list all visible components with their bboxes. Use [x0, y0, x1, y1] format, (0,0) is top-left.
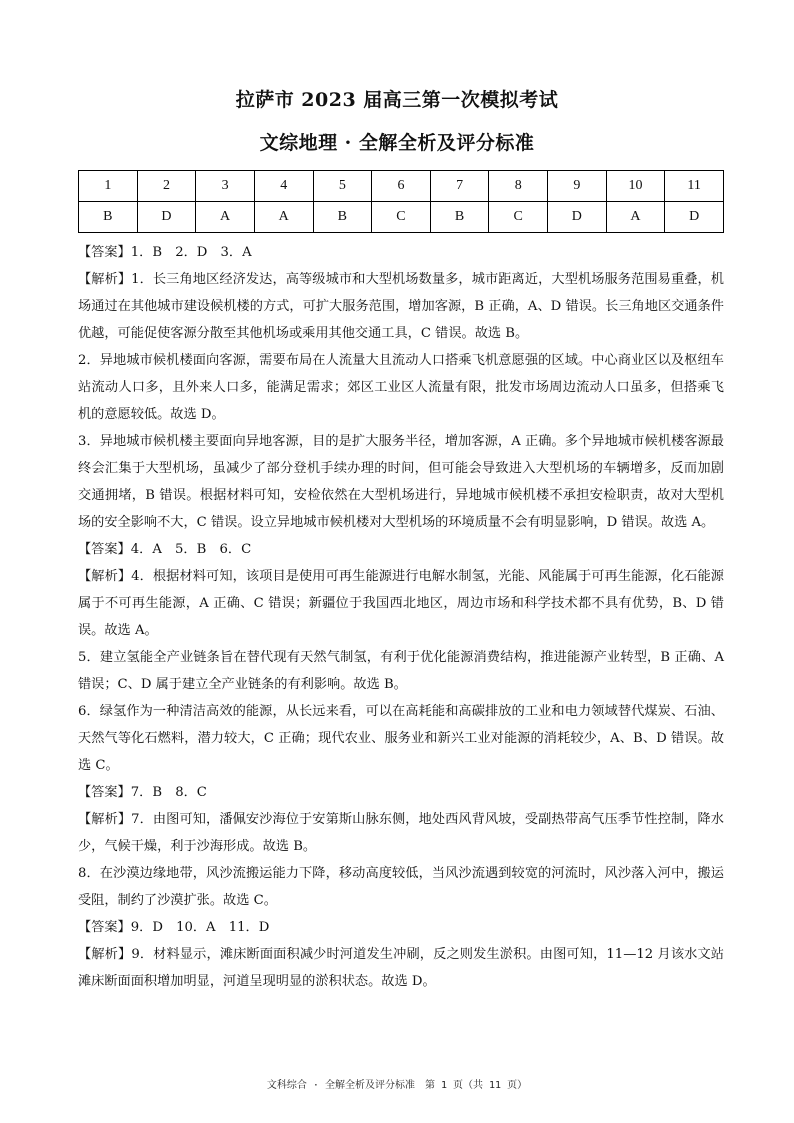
answer-cell: D — [137, 202, 196, 233]
analysis-paragraph: 5．建立氢能全产业链条旨在替代现有天然气制氢，有利于优化能源消费结构，推进能源产业转型，B 正确、A 错误；C、D 属于建立全产业链条的有利影响。故选 B。 — [78, 650, 724, 692]
answer-cell: C — [372, 202, 431, 233]
question-number-cell: 10 — [606, 171, 665, 202]
answer-cell: C — [489, 202, 548, 233]
answer-table-answer-row — [79, 202, 724, 233]
question-number-cell: 7 — [430, 171, 489, 202]
page-title: 拉萨市 2023 届高三第一次模拟考试 — [235, 89, 559, 111]
answer-cell: A — [606, 202, 665, 233]
answer-table — [78, 170, 724, 233]
analysis-paragraph: 3．异地城市候机楼主要面向异地客源，目的是扩大服务半径，增加客源，A 正确。多个异地城市候机楼客源最终会汇集于大型机场，虽减少了部分登机手续办理的时间，但可能会导致进入大型机场的车辆增多，反而加剧交通拥堵，B 错误。根据材料可知，安检依然在大型机场进行，异地城市候机楼不承担安检职责，故对大型机场的安全影响不大，C 错误。设立异地城市候机楼对大型机场的环境质量不会有明显影响，D 错误。故选 A。 — [78, 434, 724, 530]
answer-cell: A — [254, 202, 313, 233]
question-number-cell: 8 — [489, 171, 548, 202]
page-footer: 文科综合 · 全解全析及评分标准 第 1 页（共 11 页） — [266, 1080, 528, 1091]
answer-line: 【答案】7．B 8．C — [78, 785, 207, 800]
analysis-paragraph: 8．在沙漠边缘地带，风沙流搬运能力下降，移动高度较低，当风沙流遇到较宽的河流时，风沙落入河中，搬运受阻，制约了沙漠扩张。故选 C。 — [78, 866, 724, 908]
answer-cell: B — [313, 202, 372, 233]
answer-cell: D — [665, 202, 724, 233]
answer-table-number-row — [79, 171, 724, 202]
answer-cell: D — [548, 202, 607, 233]
question-number-cell: 4 — [254, 171, 313, 202]
analysis-body — [78, 239, 724, 995]
answer-cell: B — [79, 202, 138, 233]
question-number-cell: 5 — [313, 171, 372, 202]
question-number-cell: 9 — [548, 171, 607, 202]
answer-line: 【答案】1．B 2．D 3．A — [78, 245, 252, 260]
analysis-paragraph: 【解析】9．材料显示，滩床断面面积减少时河道发生冲刷，反之则发生淤积。由图可知，11—12 月该水文站滩床断面面积增加明显，河道呈现明显的淤积状态。故选 D。 — [78, 947, 724, 989]
answer-cell: B — [430, 202, 489, 233]
analysis-paragraph: 【解析】4．根据材料可知，该项目是使用可再生能源进行电解水制氢，光能、风能属于可再生能源，化石能源属于不可再生能源，A 正确、C 错误；新疆位于我国西北地区，周边市场和科学技术都不具有优势，B、D 错误。故选 A。 — [78, 569, 724, 638]
page-subtitle: 文综地理 · 全解全析及评分标准 — [259, 132, 535, 154]
question-number-cell: 11 — [665, 171, 724, 202]
analysis-paragraph: 【解析】1．长三角地区经济发达，高等级城市和大型机场数量多，城市距离近，大型机场服务范围易重叠，机场通过在其他城市建设候机楼的方式，可扩大服务范围，增加客源，B 正确，A、D 错误。长三角地区交通条件优越，可能促使客源分散至其他机场或乘用其他交通工具，C 错误。故选 B。 — [78, 272, 724, 341]
answer-cell: A — [196, 202, 255, 233]
question-number-cell: 2 — [137, 171, 196, 202]
analysis-paragraph: 【解析】7．由图可知，潘佩安沙海位于安第斯山脉东侧，地处西风背风坡，受副热带高气压季节性控制，降水少，气候干燥，利于沙海形成。故选 B。 — [78, 812, 724, 854]
question-number-cell: 1 — [79, 171, 138, 202]
question-number-cell: 3 — [196, 171, 255, 202]
question-number-cell: 6 — [372, 171, 431, 202]
answer-line: 【答案】9．D 10．A 11．D — [78, 920, 270, 935]
answer-line: 【答案】4．A 5．B 6．C — [78, 542, 252, 557]
analysis-paragraph: 2．异地城市候机楼面向客源，需要布局在人流量大且流动人口搭乘飞机意愿强的区域。中心商业区以及枢纽车站流动人口多，且外来人口多，能满足需求；郊区工业区人流量有限，批发市场周边流动人口虽多，但搭乘飞机的意愿较低。故选 D。 — [78, 353, 724, 422]
analysis-paragraph: 6．绿氢作为一种清洁高效的能源，从长远来看，可以在高耗能和高碳排放的工业和电力领域替代煤炭、石油、天然气等化石燃料，潜力较大，C 正确；现代农业、服务业和新兴工业对能源的消耗较少，A、B、D 错误。故选 C。 — [78, 704, 724, 773]
